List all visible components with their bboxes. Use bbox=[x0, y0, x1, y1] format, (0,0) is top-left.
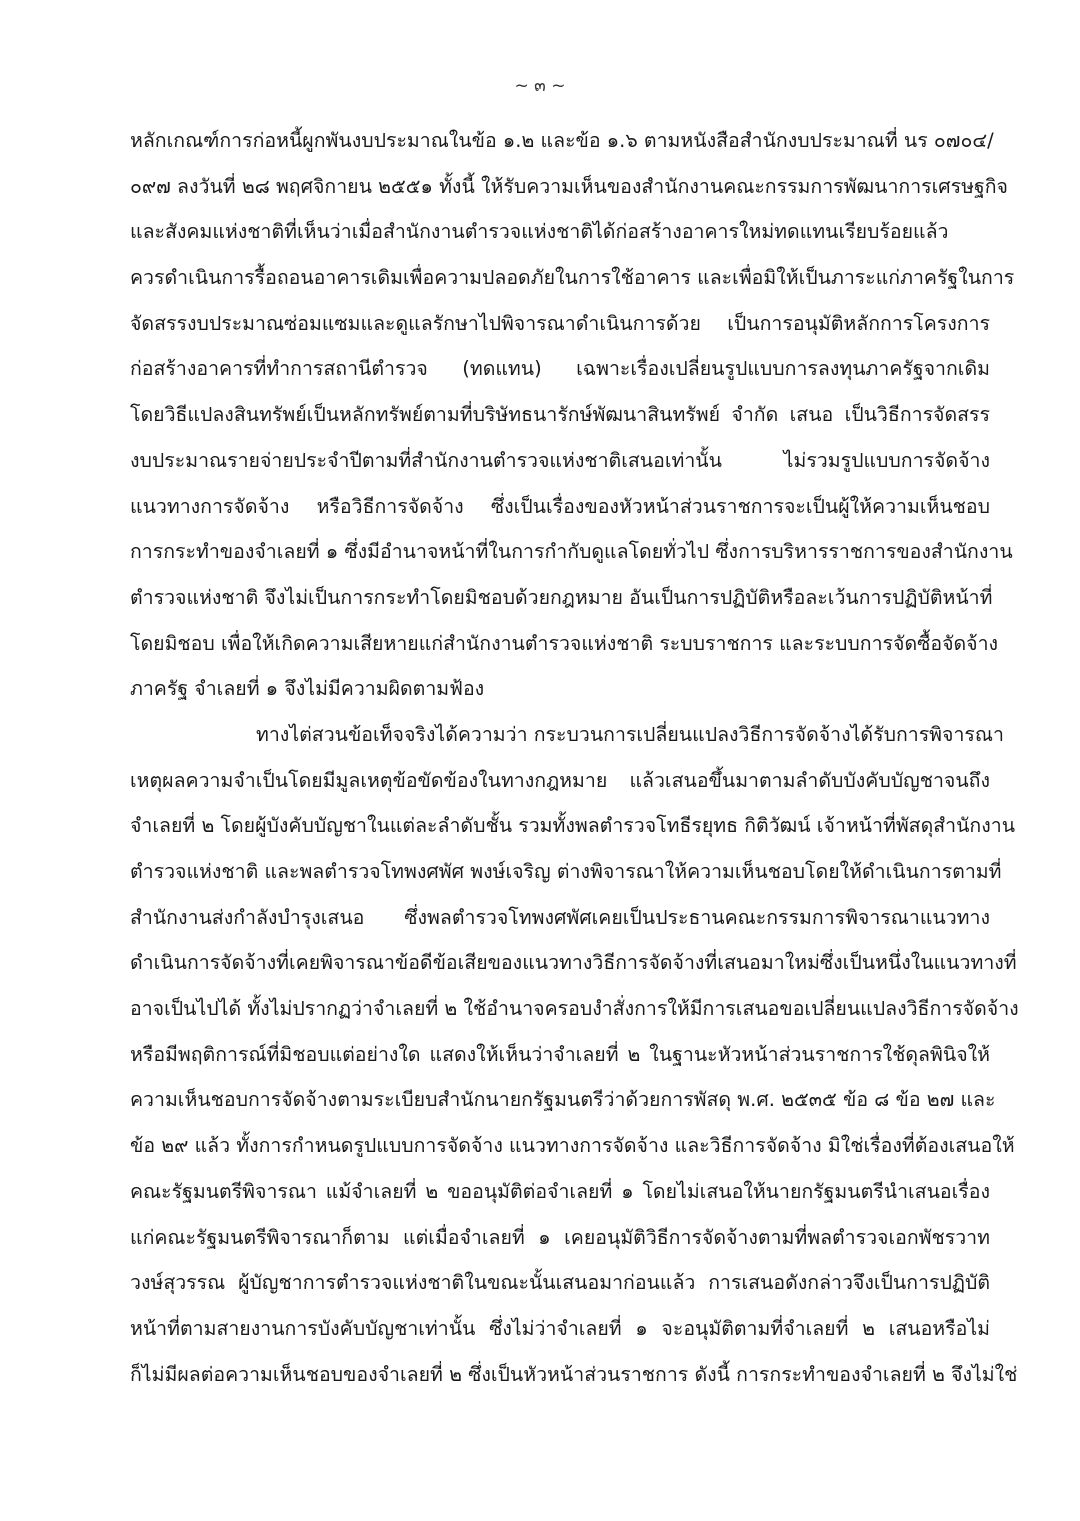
text-line: ข้อ ๒๙ แล้ว ทั้งการกำหนดรูปแบบการจัดจ้าง แนวทางการจัดจ้าง และวิธีการจัดจ้าง มิใช่เรื่องที่ต้องเสนอให้ bbox=[130, 1134, 1015, 1158]
text-line: วงษ์สุวรรณ ผู้บัญชาการตำรวจแห่งชาติในขณะนั้นเสนอมาก่อนแล้ว การเสนอดังกล่าวจึงเป็นการปฏิบัติ bbox=[130, 1271, 990, 1295]
text-line: หน้าที่ตามสายงานการบังคับบัญชาเท่านั้น ซึ่งไม่ว่าจำเลยที่ ๑ จะอนุมัติตามที่จำเลยที่ ๒ เสนอหรือไม่ bbox=[130, 1316, 990, 1340]
text-line: ทางไต่สวนข้อเท็จจริงได้ความว่า กระบวนการเปลี่ยนแปลงวิธีการจัดจ้างได้รับการพิจารณา bbox=[256, 722, 1004, 746]
paragraph-1 bbox=[130, 118, 1015, 712]
page-number: ~ ๓ ~ bbox=[514, 76, 566, 96]
text-line: สำนักงานส่งกำลังบำรุงเสนอ ซึ่งพลตำรวจโทพงศพัศเคยเป็นประธานคณะกรรมการพิจารณาแนวทาง bbox=[130, 905, 990, 929]
text-line: ควรดำเนินการรื้อถอนอาคารเดิมเพื่อความปลอดภัยในการใช้อาคาร และเพื่อมิให้เป็นภาระแก่ภาครัฐในการ bbox=[130, 266, 1015, 290]
text-line: การกระทำของจำเลยที่ ๑ ซึ่งมีอำนาจหน้าที่ในการกำกับดูแลโดยทั่วไป ซึ่งการบริหารราชการของสำนักงาน bbox=[130, 540, 1013, 564]
text-line: จัดสรรงบประมาณซ่อมแซมและดูแลรักษาไปพิจารณาดำเนินการด้วย เป็นการอนุมัติหลักการโครงการ bbox=[130, 311, 990, 335]
text-line: เหตุผลความจำเป็นโดยมีมูลเหตุข้อขัดข้องในทางกฎหมาย แล้วเสนอขึ้นมาตามลำดับบังคับบัญชาจนถึง bbox=[130, 768, 990, 792]
text-line: ๐๙๗ ลงวันที่ ๒๘ พฤศจิกายน ๒๕๕๑ ทั้งนี้ ให้รับความเห็นของสำนักงานคณะกรรมการพัฒนาการเศรษฐกิจ bbox=[130, 174, 1008, 198]
text-line: ก่อสร้างอาคารที่ทำการสถานีตำรวจ (ทดแทน) เฉพาะเรื่องเปลี่ยนรูปแบบการลงทุนภาครัฐจากเดิม bbox=[130, 357, 990, 381]
text-line: หลักเกณฑ์การก่อหนี้ผูกพันงบประมาณในข้อ ๑.๒ และข้อ ๑.๖ ตามหนังสือสำนักงบประมาณที่ นร ๐๗๐๔/ bbox=[130, 129, 994, 152]
text-line: โดยมิชอบ เพื่อให้เกิดความเสียหายแก่สำนักงานตำรวจแห่งชาติ ระบบราชการ และระบบการจัดซื้อจัดจ้าง bbox=[130, 631, 999, 655]
text-line: และสังคมแห่งชาติที่เห็นว่าเมื่อสำนักงานตำรวจแห่งชาติได้ก่อสร้างอาคารใหม่ทดแทนเรียบร้อยแล้ว bbox=[130, 220, 949, 244]
text-line: หรือมีพฤติการณ์ที่มิชอบแต่อย่างใด แสดงให้เห็นว่าจำเลยที่ ๒ ในฐานะหัวหน้าส่วนราชการใช้ดุลพินิจให้ bbox=[130, 1042, 990, 1066]
text-line: งบประมาณรายจ่ายประจำปีตามที่สำนักงานตำรวจแห่งชาติเสนอเท่านั้น ไม่รวมรูปแบบการจัดจ้าง bbox=[130, 448, 990, 472]
text-line: ตำรวจแห่งชาติ และพลตำรวจโทพงศพัศ พงษ์เจริญ ต่างพิจารณาให้ความเห็นชอบโดยให้ดำเนินการตามที่ bbox=[130, 860, 1002, 883]
text-line: จำเลยที่ ๒ โดยผู้บังคับบัญชาในแต่ละลำดับชั้น รวมทั้งพลตำรวจโทธีรยุทธ กิติวัฒน์ เจ้าหน้าที่พัสดุสำนักงาน bbox=[130, 814, 1016, 838]
text-line: แก่คณะรัฐมนตรีพิจารณาก็ตาม แต่เมื่อจำเลยที่ ๑ เคยอนุมัติวิธีการจัดจ้างตามที่พลตำรวจเอกพัชรวาท bbox=[130, 1225, 990, 1249]
text-line: ความเห็นชอบการจัดจ้างตามระเบียบสำนักนายกรัฐมนตรีว่าด้วยการพัสดุ พ.ศ. ๒๕๓๕ ข้อ ๘ ข้อ ๒๗ และ bbox=[130, 1088, 996, 1112]
text-line: แนวทางการจัดจ้าง หรือวิธีการจัดจ้าง ซึ่งเป็นเรื่องของหัวหน้าส่วนราชการจะเป็นผู้ให้ความเห็นชอบ bbox=[130, 494, 990, 518]
document-body bbox=[130, 118, 1019, 1397]
text-line: คณะรัฐมนตรีพิจารณา แม้จำเลยที่ ๒ ขออนุมัติต่อจำเลยที่ ๑ โดยไม่เสนอให้นายกรัฐมนตรีนำเสนอเรื่อง bbox=[130, 1179, 990, 1203]
text-line: โดยวิธีแปลงสินทรัพย์เป็นหลักทรัพย์ตามที่บริษัทธนารักษ์พัฒนาสินทรัพย์ จำกัด เสนอ เป็นวิธีการจัดสรร bbox=[130, 403, 990, 427]
text-line: ตำรวจแห่งชาติ จึงไม่เป็นการกระทำโดยมิชอบด้วยกฎหมาย อันเป็นการปฏิบัติหรือละเว้นการปฏิบัติหน้าที่ bbox=[130, 585, 993, 609]
text-line: ดำเนินการจัดจ้างที่เคยพิจารณาข้อดีข้อเสียของแนวทางวิธีการจัดจ้างที่เสนอมาใหม่ซึ่งเป็นหนึ่งในแนวทางที่ bbox=[130, 951, 1017, 975]
text-line: ก็ไม่มีผลต่อความเห็นชอบของจำเลยที่ ๒ ซึ่งเป็นหัวหน้าส่วนราชการ ดังนี้ การกระทำของจำเลยที่ ๒ จึงไม่ใช่ bbox=[130, 1362, 1018, 1386]
text-line: อาจเป็นไปได้ ทั้งไม่ปรากฏว่าจำเลยที่ ๒ ใช้อำนาจครอบงำสั่งการให้มีการเสนอขอเปลี่ยนแปลงวิธีการจัดจ้าง bbox=[130, 997, 1019, 1021]
text-line: ภาครัฐ จำเลยที่ ๑ จึงไม่มีความผิดตามฟ้อง bbox=[130, 677, 485, 701]
paragraph-2 bbox=[130, 712, 1019, 1397]
